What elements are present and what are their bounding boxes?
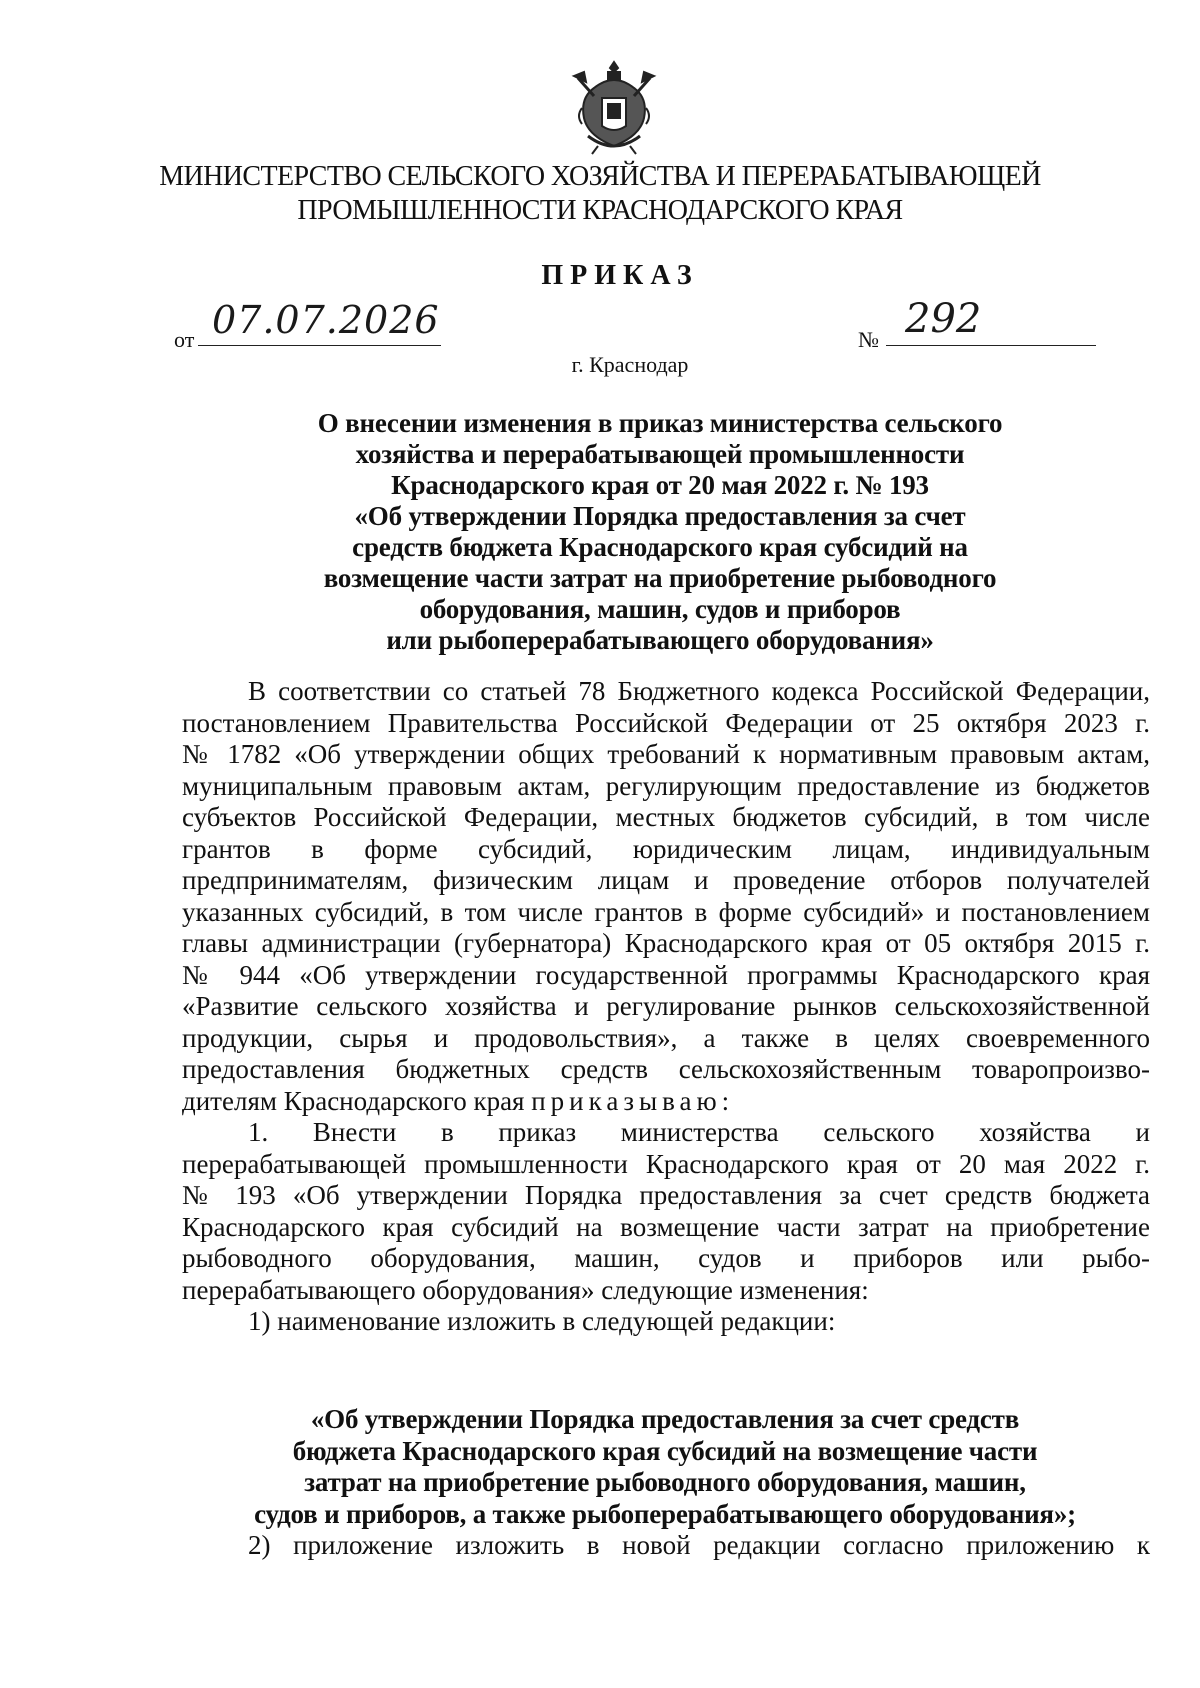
preamble-line: постановлением Правительства Российской Федерации от 25 октября 2023 г. [182,707,1150,738]
coat-of-arms-emblem [568,58,660,158]
title-line: средств бюджета Краснодарского края субсидий на [352,532,968,562]
new-title-quote [200,1404,1130,1530]
document-title [280,408,1040,656]
date-underline [198,345,441,346]
preamble-line: главы администрации (губернатора) Краснодарского края от 05 октября 2015 г. [182,928,1150,958]
preamble-line: В соответствии со статьей 78 Бюджетного кодекса Российской Федерации, [248,676,1150,706]
title-line: оборудования, машин, судов и приборов [419,594,901,624]
subitem-2-paragraph [182,1530,1150,1562]
item1-line: Краснодарского края субсидий на возмещение части затрат на приобретение [182,1211,1150,1242]
preamble-line: продукции, сырья и продовольствия», а также в целях своевременного [182,1022,1150,1053]
ministry-name-line2: ПРОМЫШЛЕННОСТИ КРАСНОДАРСКОГО КРАЯ [297,195,903,226]
preamble-last-line [182,1086,1150,1118]
title-line: О внесении изменения в приказ министерства сельского [317,408,1003,438]
new-title-line: судов и приборов, а также рыбоперерабатывающего оборудования»; [254,1498,1076,1529]
item1-line: 1. Внести в приказ министерства сельского хозяйства и [248,1117,1150,1147]
title-line: или рыбоперерабатывающего оборудования» [386,625,934,655]
date-label: от [174,327,195,352]
handwritten-date: 07.07.2026 [212,298,440,342]
handwritten-number: 292 [905,296,982,342]
preamble-line: грантов в форме субсидий, юридическим лицам, индивидуальным [182,833,1150,864]
title-line: возмещение части затрат на приобретение рыбоводного [323,563,997,593]
document-type-heading: ПРИКАЗ [541,260,699,291]
ministry-name-line1: МИНИСТЕРСТВО СЕЛЬСКОГО ХОЗЯЙСТВА И ПЕРЕРАБАТЫВАЮЩЕЙ [159,161,1041,192]
preamble-line: предпринимателям, физическим лицам и проведение отборов получателей [182,865,1150,895]
item1-line: № 193 «Об утверждении Порядка предоставления за счет средств бюджета [182,1180,1150,1210]
preamble-last-prefix: дителям Краснодарского края [182,1085,525,1116]
subitem-2: 2) приложение изложить в новой редакции согласно приложению к [248,1530,1150,1560]
preamble-line: № 944 «Об утверждении государственной программы Краснодарского края [182,959,1150,990]
title-line: хозяйства и перерабатывающей промышленности [355,439,965,469]
preamble-line: № 1782 «Об утверждении общих требований к нормативным правовым актам, [182,739,1150,769]
new-title-line: «Об утверждении Порядка предоставления за счет средств [310,1404,1020,1434]
number-label: № [858,327,879,352]
item1-line: перерабатывающего оборудования» следующие изменения: [182,1274,869,1305]
preamble-line: «Развитие сельского хозяйства и регулирование рынков сельскохозяйственной [182,991,1150,1021]
preamble-paragraph [182,676,1150,1117]
item1-line: перерабатывающей промышленности Краснодарского края от 20 мая 2022 г. [182,1148,1150,1179]
title-line: Краснодарского края от 20 мая 2022 г. № 193 [391,470,929,500]
order-word: приказываю: [531,1085,735,1116]
new-title-line: затрат на приобретение рыбоводного оборудования, машин, [304,1467,1026,1497]
preamble-line: указанных субсидий, в том числе грантов в форме субсидий» и постановлением [182,896,1150,927]
title-line: «Об утверждении Порядка предоставления за счет [354,501,966,531]
subitem-1: 1) наименование изложить в следующей редакции: [248,1306,836,1336]
new-title-line: бюджета Краснодарского края субсидий на возмещение части [292,1435,1038,1466]
number-underline [886,345,1096,346]
preamble-line: предоставления бюджетных средств сельскохозяйственным товаропроизво- [182,1054,1150,1084]
preamble-line: муниципальным правовым актам, регулирующим предоставление из бюджетов [182,770,1150,801]
item1-line: рыбоводного оборудования, машин, судов и приборов или рыбо- [182,1243,1150,1273]
item-1-paragraph [182,1117,1150,1338]
city-location: г. Краснодар [571,352,689,377]
preamble-line: субъектов Российской Федерации, местных бюджетов субсидий, в том числе [182,802,1150,832]
